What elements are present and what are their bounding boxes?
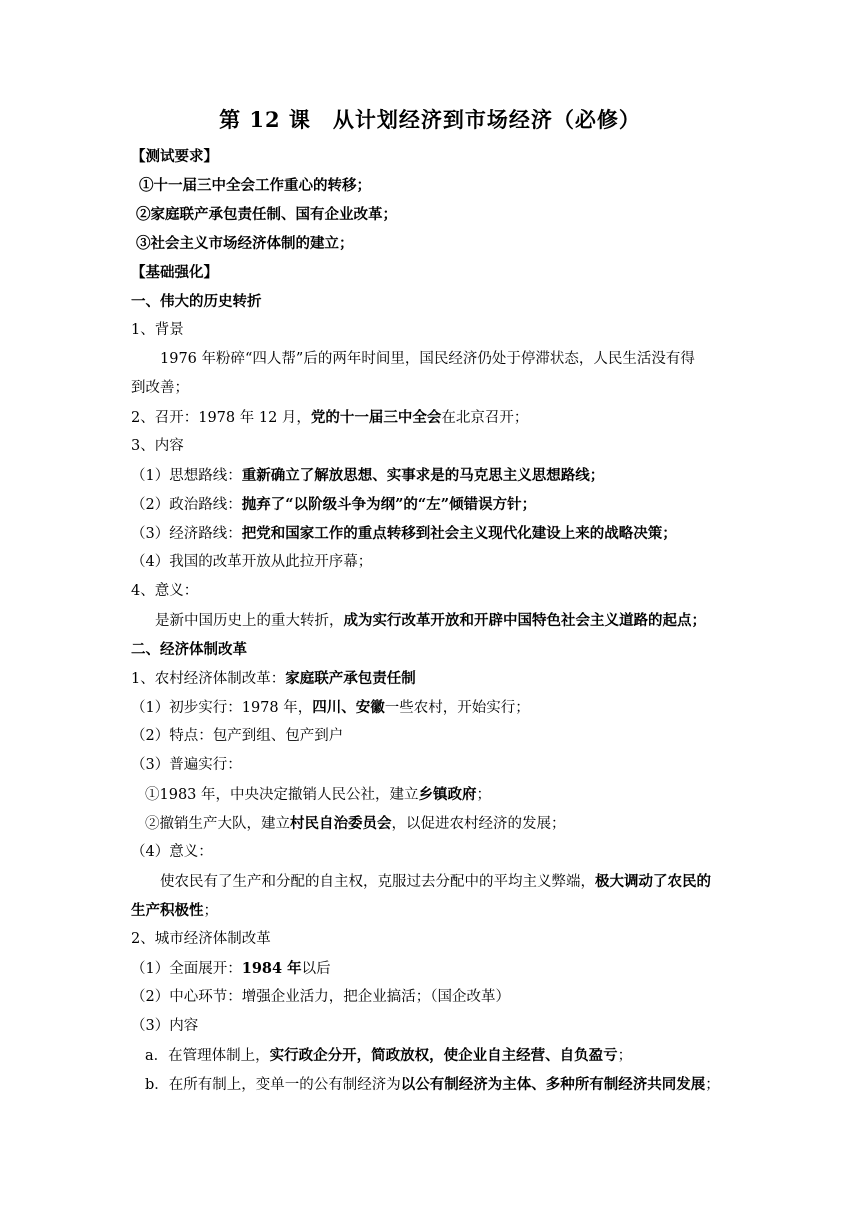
rural-item-3-2 xyxy=(145,809,750,839)
content-item-3 xyxy=(131,519,736,549)
urban-item-2: （2）中心环节：增强企业活力，把企业搞活；（国企改革） xyxy=(131,989,510,1005)
significance-text: 是新中国历史上的重大转折， xyxy=(155,613,344,629)
rural-3-1-text: ①1983 年，中央决定撤销人民公社，建立 xyxy=(145,787,419,803)
rural-significance-text: 使农民有了生产和分配的自主权，克服过去分配中的平均主义弊端， xyxy=(160,874,595,890)
rural-item-3: （3）普遍实行： xyxy=(131,757,242,773)
content-item-1 xyxy=(131,461,736,491)
significance-bold: 成为实行改革开放和开辟中国特色社会主义道路的起点； xyxy=(343,612,706,629)
content-1-text: 重新确立了解放思想、实事求是的马克思主义思想路线； xyxy=(241,467,605,484)
rural-significance-bold-2: 生产积极性 xyxy=(131,902,204,919)
page-title: 第 12 课 从计划经济到市场经济（必修） xyxy=(219,107,641,132)
urban-a-text: a．在管理体制上， xyxy=(145,1048,270,1064)
urban-b-bold: 以公有制经济为主体、多种所有制经济共同发展 xyxy=(400,1076,706,1093)
rural-item-2: （2）特点：包产到组、包产到户 xyxy=(131,728,344,744)
rural-reform-label: 1、农村经济体制改革： xyxy=(131,671,286,687)
rural-item-1 xyxy=(131,693,736,723)
section-test-requirements: 【测试要求】 xyxy=(131,148,218,165)
convene-text: 2、召开：1978 年 12 月， xyxy=(131,410,311,426)
content-2-label: （2）政治路线： xyxy=(131,497,242,513)
heading-1: 一、伟大的历史转折 xyxy=(131,293,262,310)
rural-1-bold: 四川、安徽 xyxy=(312,699,385,716)
section-basic: 【基础强化】 xyxy=(131,264,218,281)
background-paragraph-line-2: 到改善； xyxy=(131,380,189,396)
content-3-label: （3）经济路线： xyxy=(131,526,242,542)
rural-significance-bold: 极大调动了农民的 xyxy=(595,873,711,890)
convene-tail: 在北京召开； xyxy=(441,410,529,426)
urban-item-1 xyxy=(131,954,736,984)
urban-1-label: （1）全面展开： xyxy=(131,961,242,977)
heading-2-2: 2、城市经济体制改革 xyxy=(131,931,271,947)
rural-3-1-bold: 乡镇政府 xyxy=(418,786,477,803)
rural-1-text: （1）初步实行：1978 年， xyxy=(131,700,313,716)
rural-item-3-1 xyxy=(145,780,750,810)
urban-a-tail: ； xyxy=(617,1048,633,1064)
urban-item-b xyxy=(145,1070,750,1100)
requirement-1: ①十一届三中全会工作重心的转移； xyxy=(139,177,371,194)
rural-3-2-text: ②撤销生产大队，建立 xyxy=(145,816,290,832)
heading-1-2 xyxy=(131,403,736,433)
content-1-label: （1）思想路线： xyxy=(131,468,242,484)
requirement-3: ③社会主义市场经济体制的建立； xyxy=(136,235,354,252)
content-item-4: （4）我国的改革开放从此拉开序幕； xyxy=(131,554,373,570)
content-item-2 xyxy=(131,490,736,520)
requirement-2: ②家庭联产承包责任制、国有企业改革； xyxy=(136,206,397,223)
rural-item-4: （4）意义： xyxy=(131,844,213,860)
rural-3-2-bold: 村民自治委员会 xyxy=(290,815,392,832)
heading-2-1 xyxy=(131,664,736,694)
rural-1-tail: 一些农村，开始实行； xyxy=(384,700,530,716)
urban-b-text: b．在所有制上，变单一的公有制经济为 xyxy=(145,1077,401,1093)
content-3-text: 把党和国家工作的重点转移到社会主义现代化建设上来的战略决策； xyxy=(241,525,677,542)
content-2-text: 抛弃了“以阶级斗争为纲”的“左”倾错误方针； xyxy=(241,496,537,513)
rural-reform-bold: 家庭联产承包责任制 xyxy=(285,670,416,687)
background-paragraph-line-1: 1976 年粉碎“四人帮”后的两年时间里，国民经济仍处于停滞状态，人民生活没有得 xyxy=(160,351,695,367)
significance-line xyxy=(155,606,760,636)
urban-item-a xyxy=(145,1041,750,1071)
rural-significance-tail: ； xyxy=(203,903,218,919)
heading-1-3: 3、内容 xyxy=(131,438,184,454)
urban-a-bold: 实行政企分开，简政放权，使企业自主经营、自负盈亏 xyxy=(269,1047,618,1064)
rural-3-2-tail: ，以促进农村经济的发展； xyxy=(391,816,566,832)
rural-significance-line-1 xyxy=(160,867,765,897)
heading-1-1: 1、背景 xyxy=(131,322,184,338)
convene-bold: 党的十一届三中全会 xyxy=(310,409,442,426)
rural-significance-line-2 xyxy=(131,896,736,926)
urban-1-tail: 以后 xyxy=(301,961,331,977)
rural-3-1-tail: ； xyxy=(476,787,492,803)
urban-b-tail: ； xyxy=(705,1077,720,1093)
urban-item-3: （3）内容 xyxy=(131,1018,199,1034)
heading-1-4: 4、意义： xyxy=(131,583,199,599)
urban-1-bold: 1984 年 xyxy=(241,960,302,977)
heading-2: 二、经济体制改革 xyxy=(131,641,247,658)
